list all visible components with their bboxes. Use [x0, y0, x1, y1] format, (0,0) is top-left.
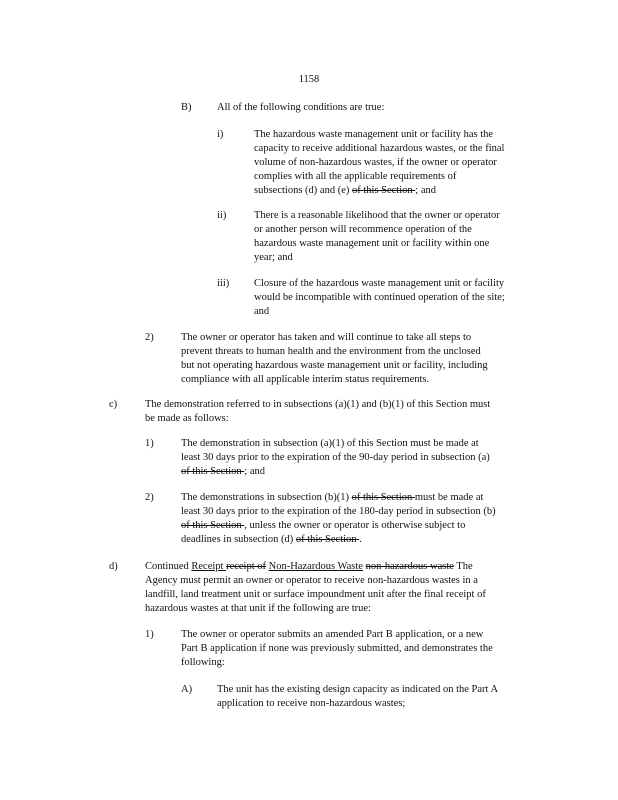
- deleted-text: receipt of: [226, 561, 267, 572]
- text-line: and: [254, 306, 270, 317]
- text-line: [254, 184, 537, 198]
- item-iii-text: [254, 277, 537, 319]
- subsection-c-label: c): [109, 399, 118, 410]
- text-line: compliance with all applicable interim status requirements.: [181, 374, 430, 385]
- text-line: The owner or operator submits an amended Part B application, or a new: [181, 629, 484, 640]
- text-line: hazardous waste management unit or facility within one: [254, 238, 490, 249]
- item-iii-label: iii): [217, 278, 230, 289]
- c-item-2-label: 2): [145, 492, 154, 503]
- deleted-text: of this Section: [351, 185, 416, 196]
- subsection-c-text: [145, 398, 537, 426]
- d-item-1-label: 1): [145, 629, 154, 640]
- text-line: There is a reasonable likelihood that the owner or operator: [254, 210, 500, 221]
- text-span: The demonstrations in subsection (b)(1): [181, 492, 352, 503]
- d-item-1-A-label: A): [181, 684, 193, 695]
- text-line: complies with all the applicable requirements of: [254, 171, 457, 182]
- item-2-text: [181, 331, 537, 387]
- deleted-text: of this Section: [181, 466, 245, 477]
- c-item-1-text: [181, 437, 537, 479]
- page-number: 1158: [298, 74, 320, 85]
- paragraph-B-label: B): [181, 102, 192, 113]
- text-line: landfill, land treatment unit or surface impoundment unit after the final receipt of: [145, 589, 486, 600]
- text-line: [181, 465, 537, 479]
- d-item-1-text: [181, 628, 537, 670]
- text-line: [181, 519, 537, 533]
- text-span: , unless the owner or operator is otherwise subject to: [244, 520, 466, 531]
- text-span: ; and: [244, 466, 265, 477]
- text-line: The demonstration in subsection (a)(1) of this Section must be made at: [181, 438, 479, 449]
- text-line: least 30 days prior to the expiration of the 180-day period in subsection (b): [181, 506, 496, 517]
- item-2-label: 2): [145, 332, 154, 343]
- deleted-text: of this Section: [351, 492, 415, 503]
- text-line: but not operating hazardous waste management unit or facility, including: [181, 360, 488, 371]
- text-line: capacity to receive additional hazardous wastes, or the final: [254, 143, 505, 154]
- d-item-1-A-text: [217, 683, 537, 711]
- text-span: ; and: [415, 185, 436, 196]
- text-span: Continued: [145, 561, 192, 572]
- text-line: volume of non-hazardous wastes, if the owner or operator: [254, 157, 497, 168]
- deleted-text: non-hazardous waste: [365, 561, 454, 572]
- text-line: would be incompatible with continued operation of the site;: [254, 292, 505, 303]
- text-line: The demonstration referred to in subsections (a)(1) and (b)(1) of this Section must: [145, 399, 491, 410]
- text-span: deadlines in subsection (d): [181, 534, 296, 545]
- text-line: prevent threats to human health and the environment from the unclosed: [181, 346, 481, 357]
- text-span: .: [359, 534, 362, 545]
- text-line: [181, 533, 537, 547]
- text-line: year; and: [254, 252, 293, 263]
- subsection-d-label: d): [109, 561, 118, 572]
- text-line: Part B application if none was previously submitted, and demonstrates the: [181, 643, 493, 654]
- text-line: [145, 560, 537, 574]
- item-ii-label: ii): [217, 210, 227, 221]
- inserted-text: Receipt: [191, 561, 227, 572]
- text-line: least 30 days prior to the expiration of the 90-day period in subsection (a): [181, 452, 490, 463]
- text-span: The: [453, 561, 473, 572]
- inserted-text: Non-Hazardous Waste: [268, 561, 363, 572]
- item-ii-text: [254, 209, 537, 265]
- text-line: application to receive non-hazardous wastes;: [217, 698, 406, 709]
- deleted-text: of this Section: [181, 520, 245, 531]
- item-i-label: i): [217, 129, 224, 140]
- text-line: hazardous wastes at that unit if the following are true:: [145, 603, 371, 614]
- text-span: must be made at: [414, 492, 484, 503]
- text-span: subsections (d) and (e): [254, 185, 352, 196]
- item-i-text: [254, 128, 537, 198]
- text-line: The owner or operator has taken and will continue to take all steps to: [181, 332, 472, 343]
- text-line: Closure of the hazardous waste management unit or facility: [254, 278, 505, 289]
- paragraph-B-text: All of the following conditions are true:: [217, 102, 385, 113]
- c-item-2-text: [181, 491, 537, 547]
- text-line: The unit has the existing design capacity as indicated on the Part A: [217, 684, 499, 695]
- deleted-text: of this Section: [295, 534, 360, 545]
- c-item-1-label: 1): [145, 438, 154, 449]
- text-line: [181, 491, 537, 505]
- text-line: following:: [181, 657, 225, 668]
- text-line: or another person will recommence operation of the: [254, 224, 472, 235]
- text-line: Agency must permit an owner or operator to receive non-hazardous wastes in a: [145, 575, 478, 586]
- subsection-d-text: [145, 560, 537, 616]
- text-line: be made as follows:: [145, 413, 229, 424]
- text-line: The hazardous waste management unit or facility has the: [254, 129, 494, 140]
